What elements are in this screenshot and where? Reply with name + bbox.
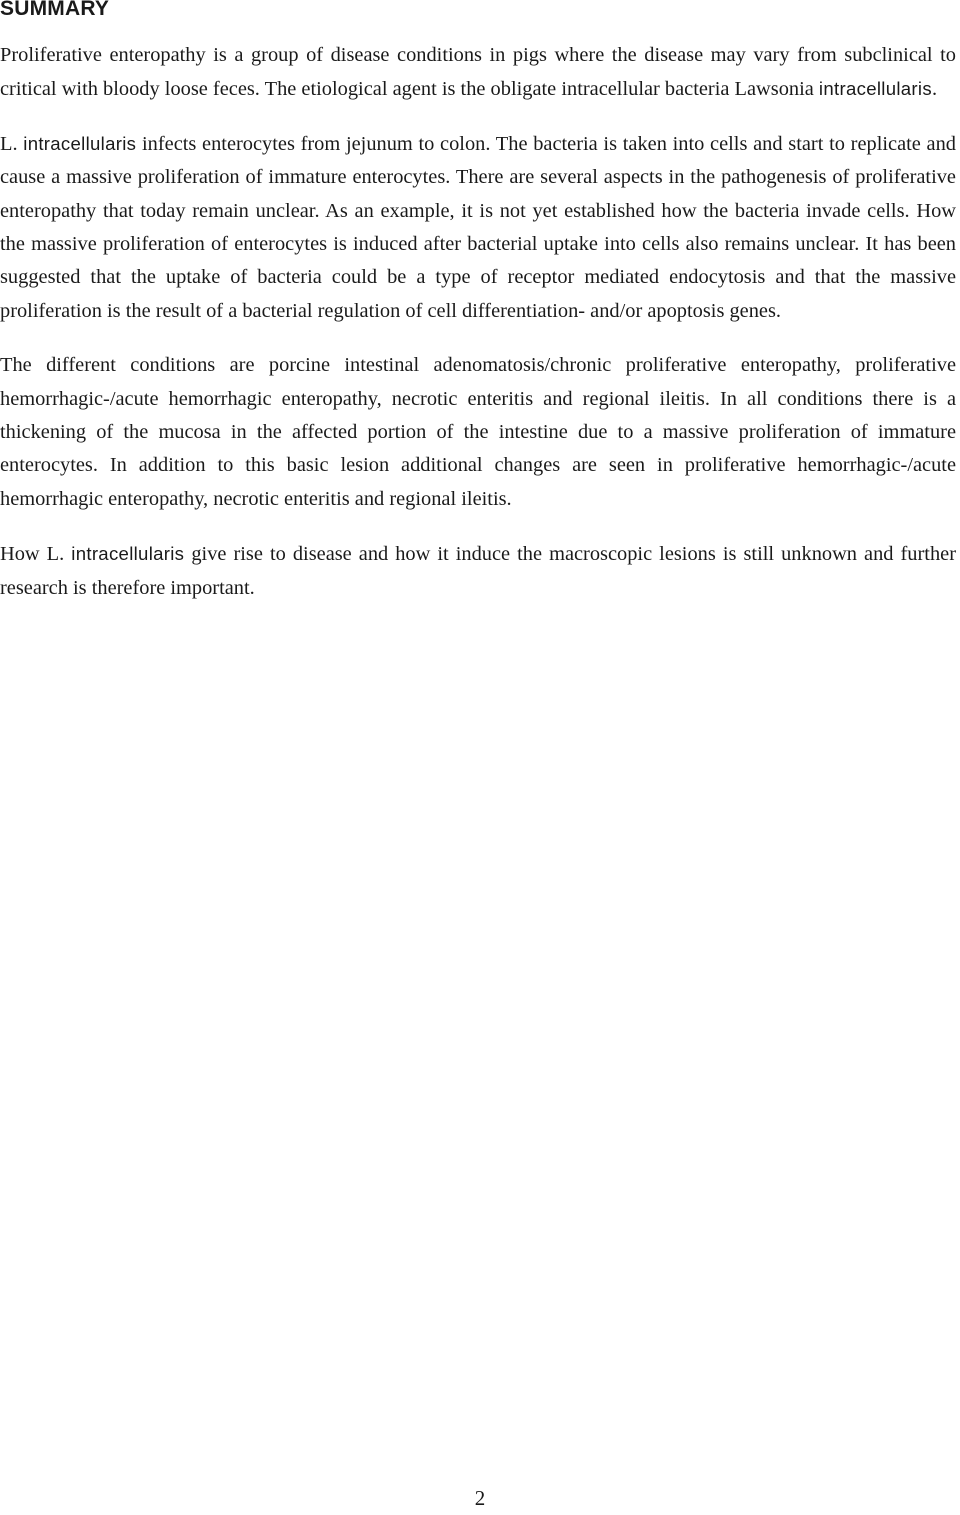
paragraph-4 — [0, 537, 956, 605]
paragraph-1-tail: . — [931, 78, 938, 101]
genus-abbrev: L. — [0, 132, 24, 155]
paragraph-3-text: The different conditions are porcine intestinal adenomatosis/chronic proliferative enteropathy, proliferative hemorrhagic-/acute hemorrhagic enteropathy, necrotic enteritis and regional ileitis. In all conditions there is a thickening of the mucosa in the affected portion of the intestine due to a massive proliferation of immature enterocytes. In addition to this basic lesion additional changes are seen in proliferative hemorrhagic-/acute hemorrhagic enteropathy, necrotic enteritis and regional ileitis. — [0, 354, 956, 510]
paragraph-4-text: give rise to disease and how it induce the macroscopic lesions is still unknown and further research is therefore important. — [0, 543, 956, 599]
paragraph-1-text: Proliferative enteropathy is a group of disease conditions in pigs where the disease may vary from subclinical to critical with bloody loose feces. The etiological agent is the obligate intracellular bacteria Lawsonia — [0, 44, 956, 101]
paragraph-2-text: infects enterocytes from jejunum to colon. The bacteria is taken into cells and start to replicate and cause a massive proliferation of immature enterocytes. There are several aspects in the pathogenesis of proliferative enteropathy that today remain unclear. As an example, it is not yet established how the bacteria invade cells. How the massive proliferation of enterocytes is induced after bacterial uptake into cells also remains unclear. It has been suggested that the uptake of bacteria could be a type of receptor mediated endocytosis and that the massive proliferation is the result of a bacterial regulation of cell differentiation- and/or apoptosis genes. — [0, 132, 956, 322]
page-title: SUMMARY — [0, 0, 110, 20]
summary-body — [0, 39, 956, 625]
paragraph-2 — [0, 127, 956, 328]
page-number: 2 — [474, 1486, 486, 1510]
paragraph-4-lead: How L. — [0, 543, 72, 566]
species-name: intracellularis — [818, 78, 932, 100]
paragraph-3 — [0, 349, 956, 516]
paragraph-1 — [0, 39, 956, 107]
species-name: intracellularis — [71, 543, 185, 565]
species-name: intracellularis — [23, 132, 137, 154]
